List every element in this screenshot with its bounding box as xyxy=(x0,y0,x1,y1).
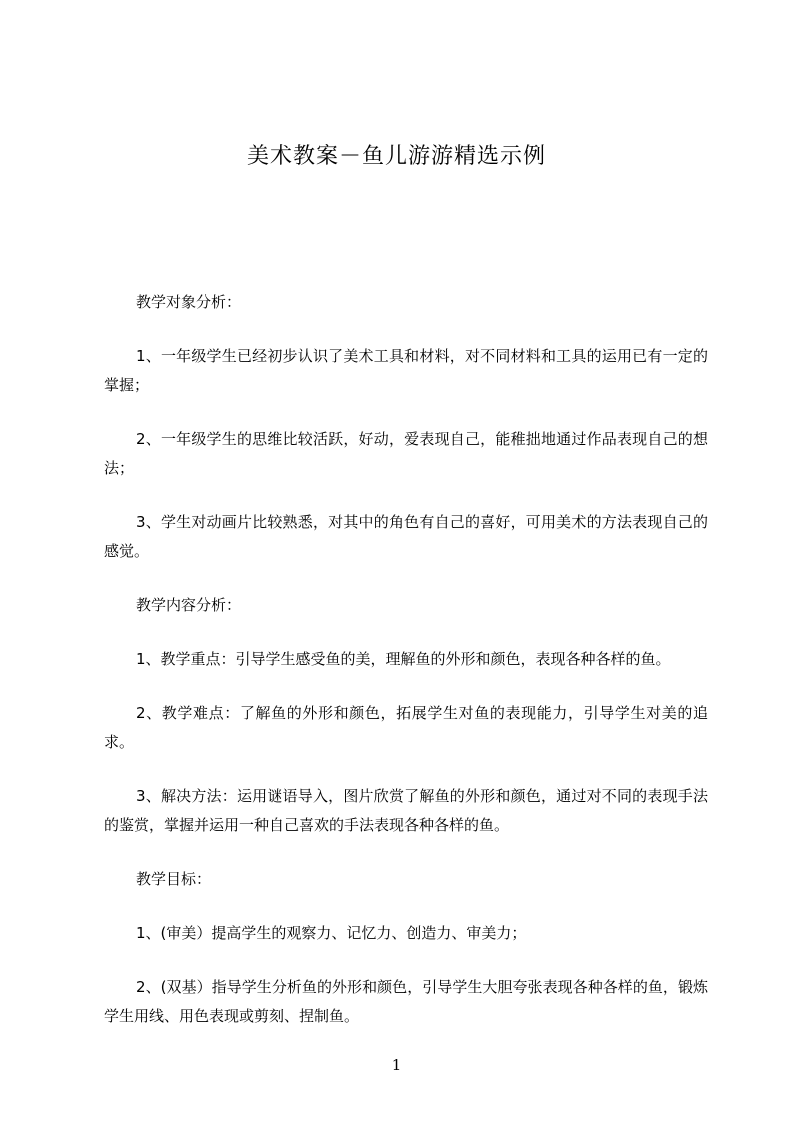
list-item: 2、一年级学生的思维比较活跃，好动，爱表现自己，能稚拙地通过作品表现自己的想法； xyxy=(104,430,708,477)
document-title: 美术教案－鱼儿游游精选示例 xyxy=(246,144,546,169)
list-item: 1、教学重点：引导学生感受鱼的美，理解鱼的外形和颜色，表现各种各样的鱼。 xyxy=(136,650,671,668)
list-item: 2、(双基）指导学生分析鱼的外形和颜色，引导学生大胆夸张表现各种各样的鱼，锻炼学生用线、用色表现或剪刻、捏制鱼。 xyxy=(104,978,708,1025)
section-teaching-object-analysis xyxy=(104,288,708,566)
page-number: 1 xyxy=(391,1056,402,1074)
document-body xyxy=(104,288,708,1056)
section-teaching-goals xyxy=(104,865,708,1031)
list-item: 3、学生对动画片比较熟悉，对其中的角色有自己的喜好，可用美术的方法表现自己的感觉。 xyxy=(104,513,708,560)
list-item: 1、(审美）提高学生的观察力、记忆力、创造力、审美力； xyxy=(136,924,527,942)
list-item: 2、教学难点：了解鱼的外形和颜色，拓展学生对鱼的表现能力，引导学生对美的追求。 xyxy=(104,704,708,751)
section-heading: 教学目标： xyxy=(136,870,212,888)
list-item: 3、解决方法：运用谜语导入，图片欣赏了解鱼的外形和颜色，通过对不同的表现手法的鉴赏，掌握并运用一种自己喜欢的手法表现各种各样的鱼。 xyxy=(104,787,708,834)
list-item: 1、一年级学生已经初步认识了美术工具和材料，对不同材料和工具的运用已有一定的掌握； xyxy=(104,347,708,394)
section-teaching-content-analysis xyxy=(104,591,708,840)
section-heading: 教学对象分析： xyxy=(136,293,242,311)
section-heading: 教学内容分析： xyxy=(136,596,242,614)
